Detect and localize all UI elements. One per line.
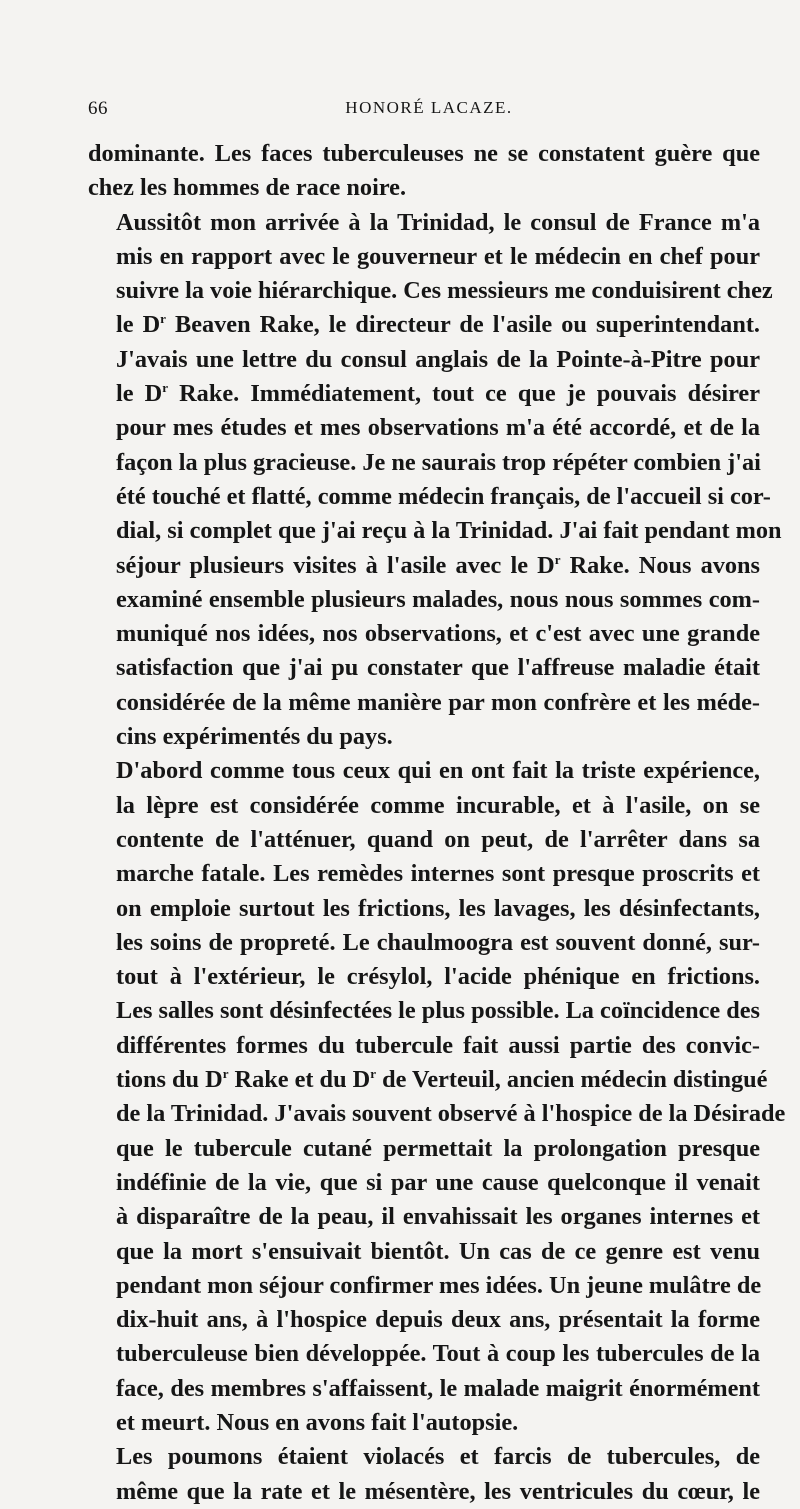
paragraph <box>88 137 760 206</box>
text-line: examiné ensemble plusieurs malades, nous nous sommes com- <box>116 585 760 613</box>
text-line: J'avais une lettre du consul anglais de la Pointe-à-Pitre pour <box>116 345 760 373</box>
text-line: façon la plus gracieuse. Je ne saurais trop répéter combien j'ai <box>116 448 761 476</box>
text-line: Les poumons étaient violacés et farcis de tubercules, de <box>116 1443 760 1471</box>
text-line: satisfaction que j'ai pu constater que l'affreuse maladie était <box>116 654 760 682</box>
page-header <box>88 98 760 124</box>
paragraph <box>88 754 786 1440</box>
text-line: face, des membres s'affaissent, le malade maigrit énormément <box>116 1374 760 1402</box>
body-text <box>88 137 786 1509</box>
text-line: pendant mon séjour confirmer mes idées. Un jeune mulâtre de <box>116 1271 762 1299</box>
text-line: le $D^r$ Beaven Rake, le directeur de l'asile ou superintendant. <box>116 311 760 339</box>
text-line: les soins de propreté. Le chaulmoogra est souvent donné, sur- <box>116 928 760 956</box>
text-line: contente de l'atténuer, quand on peut, de l'arrêter dans sa <box>116 825 760 853</box>
text-line: D'abord comme tous ceux qui en ont fait la triste expérience, <box>116 757 760 785</box>
text-line: tuberculeuse bien développée. Tout à coup les tubercules de la <box>116 1340 760 1368</box>
paragraph <box>88 1440 760 1509</box>
text-line: que le tubercule cutané permettait la prolongation presque <box>116 1134 760 1162</box>
text-line: de la Trinidad. J'avais souvent observé à l'hospice de la Désirade <box>116 1100 786 1128</box>
text-line: marche fatale. Les remèdes internes sont presque proscrits et <box>116 860 760 888</box>
text-line: été touché et flatté, comme médecin français, de l'accueil si cor- <box>116 482 771 510</box>
text-line: pour mes études et mes observations m'a été accordé, et de la <box>116 414 760 442</box>
text-line: chez les hommes de race noire. <box>88 174 407 202</box>
text-line: Les salles sont désinfectées le plus possible. La coïncidence des <box>116 997 760 1025</box>
text-line: on emploie surtout les frictions, les lavages, les désinfectants, <box>116 894 760 922</box>
text-line: à disparaître de la peau, il envahissait les organes internes et <box>116 1203 760 1231</box>
text-line: indéfinie de la vie, que si par une cause quelconque il venait <box>116 1168 760 1196</box>
text-line: Aussitôt mon arrivée à la Trinidad, le consul de France m'a <box>116 208 760 236</box>
text-line: mis en rapport avec le gouverneur et le médecin en chef pour <box>116 242 760 270</box>
text-line: considérée de la même manière par mon confrère et les méde- <box>116 688 760 716</box>
text-line: différentes formes du tubercule fait aussi partie des convic- <box>116 1031 760 1059</box>
text-line: que la mort s'ensuivait bientôt. Un cas de ce genre est venu <box>116 1237 760 1265</box>
text-line: tions du $D^r$ Rake et du $D^r$ de Verteuil, ancien médecin distingué <box>116 1066 768 1094</box>
text-line: le $D^r$ Rake. Immédiatement, tout ce que je pouvais désirer <box>116 380 761 408</box>
text-line: et meurt. Nous en avons fait l'autopsie. <box>116 1408 519 1436</box>
text-line: dix-huit ans, à l'hospice depuis deux ans, présentait la forme <box>116 1306 760 1334</box>
text-line: tout à l'extérieur, le crésylol, l'acide phénique en frictions. <box>116 963 760 991</box>
paragraph <box>88 206 782 755</box>
text-line: cins expérimentés du pays. <box>116 723 393 751</box>
text-line: séjour plusieurs visites à l'asile avec le $D^r$ Rake. Nous avons <box>116 551 760 579</box>
text-line: la lèpre est considérée comme incurable, et à l'asile, on se <box>116 791 760 819</box>
text-line: muniqué nos idées, nos observations, et c'est avec une grande <box>116 620 760 648</box>
page-number: 66 <box>88 98 108 119</box>
text-line: dominante. Les faces tuberculeuses ne se constatent guère que <box>88 140 760 167</box>
running-head: HONORÉ LACAZE. <box>345 98 513 117</box>
text-line: même que la rate et le mésentère, les ventricules du cœur, le <box>116 1477 760 1505</box>
text-line: dial, si complet que j'ai reçu à la Trinidad. J'ai fait pendant mon <box>116 517 782 545</box>
text-line: suivre la voie hiérarchique. Ces messieurs me conduisirent chez <box>116 277 773 305</box>
